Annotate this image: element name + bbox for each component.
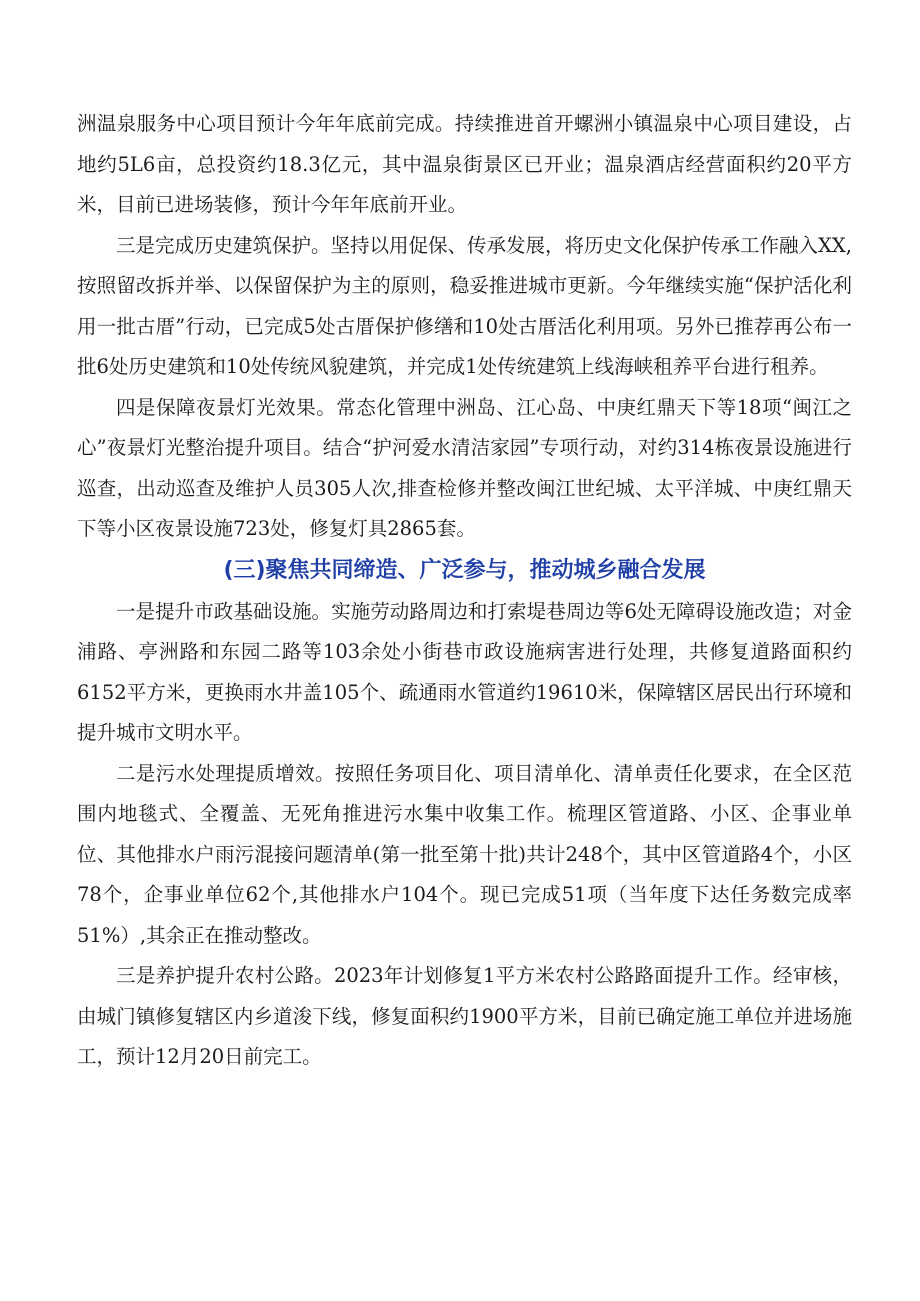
- paragraph-historic-buildings: 三是完成历史建筑保护。坚持以用促保、传承发展，将历史文化保护传承工作融入XX,按照留改拆并举、以保留保护为主的原则，稳妥推进城市更新。今年继续实施“保护活化利用一批古厝”行动，已完成5处古厝保护修缮和10处古厝活化利用项。另外已推荐再公布一批6处历史建筑和10处传统风貌建筑，并完成1处传统建筑上线海峡租养平台进行租养。: [77, 233, 852, 378]
- paragraph-hot-spring: 洲温泉服务中心项目预计今年年底前完成。持续推进首开螺洲小镇温泉中心项目建设，占地约5L6亩，总投资约18.3亿元，其中温泉街景区已开业；温泉酒店经营面积约20平方米，目前已进场装修，预计今年年底前开业。: [77, 112, 852, 216]
- paragraph-municipal-infrastructure: 一是提升市政基础设施。实施劳动路周边和打索堤巷周边等6处无障碍设施改造；对金浦路、亭洲路和东园二路等103余处小街巷市政设施病害进行处理，共修复道路面积约6152平方米，更换雨水井盖105个、疏通雨水管道约19610米，保障辖区居民出行环境和提升城市文明水平。: [77, 599, 852, 744]
- document-body: [77, 104, 852, 1078]
- paragraph-sewage-treatment: 二是污水处理提质增效。按照任务项目化、项目清单化、清单责任化要求，在全区范围内地毯式、全覆盖、无死角推进污水集中收集工作。梳理区管道路、小区、企事业单位、其他排水户雨污混接问题清单(第一批至第十批)共计248个，其中区管道路4个，小区78个，企事业单位62个,其他排水户104个。现已完成51项（当年度下达任务数完成率51%）,其余正在推动整改。: [77, 761, 852, 947]
- section-heading: (三)聚焦共同缔造、广泛参与，推动城乡融合发展: [223, 557, 706, 583]
- paragraph-night-lighting: 四是保障夜景灯光效果。常态化管理中洲岛、江心岛、中庚红鼎天下等18项“闽江之心”夜景灯光整治提升项目。结合“护河爱水清洁家园”专项行动，对约314栋夜景设施进行巡查，出动巡查及维护人员305人次,排查检修并整改闽江世纪城、太平洋城、中庚红鼎天下等小区夜景设施723处，修复灯具2865套。: [77, 395, 852, 540]
- paragraph-rural-roads: 三是养护提升农村公路。2023年计划修复1平方米农村公路路面提升工作。经审核，由城门镇修复辖区内乡道浚下线，修复面积约1900平方米，目前已确定施工单位并进场施工，预计12月20日前完工。: [77, 964, 852, 1068]
